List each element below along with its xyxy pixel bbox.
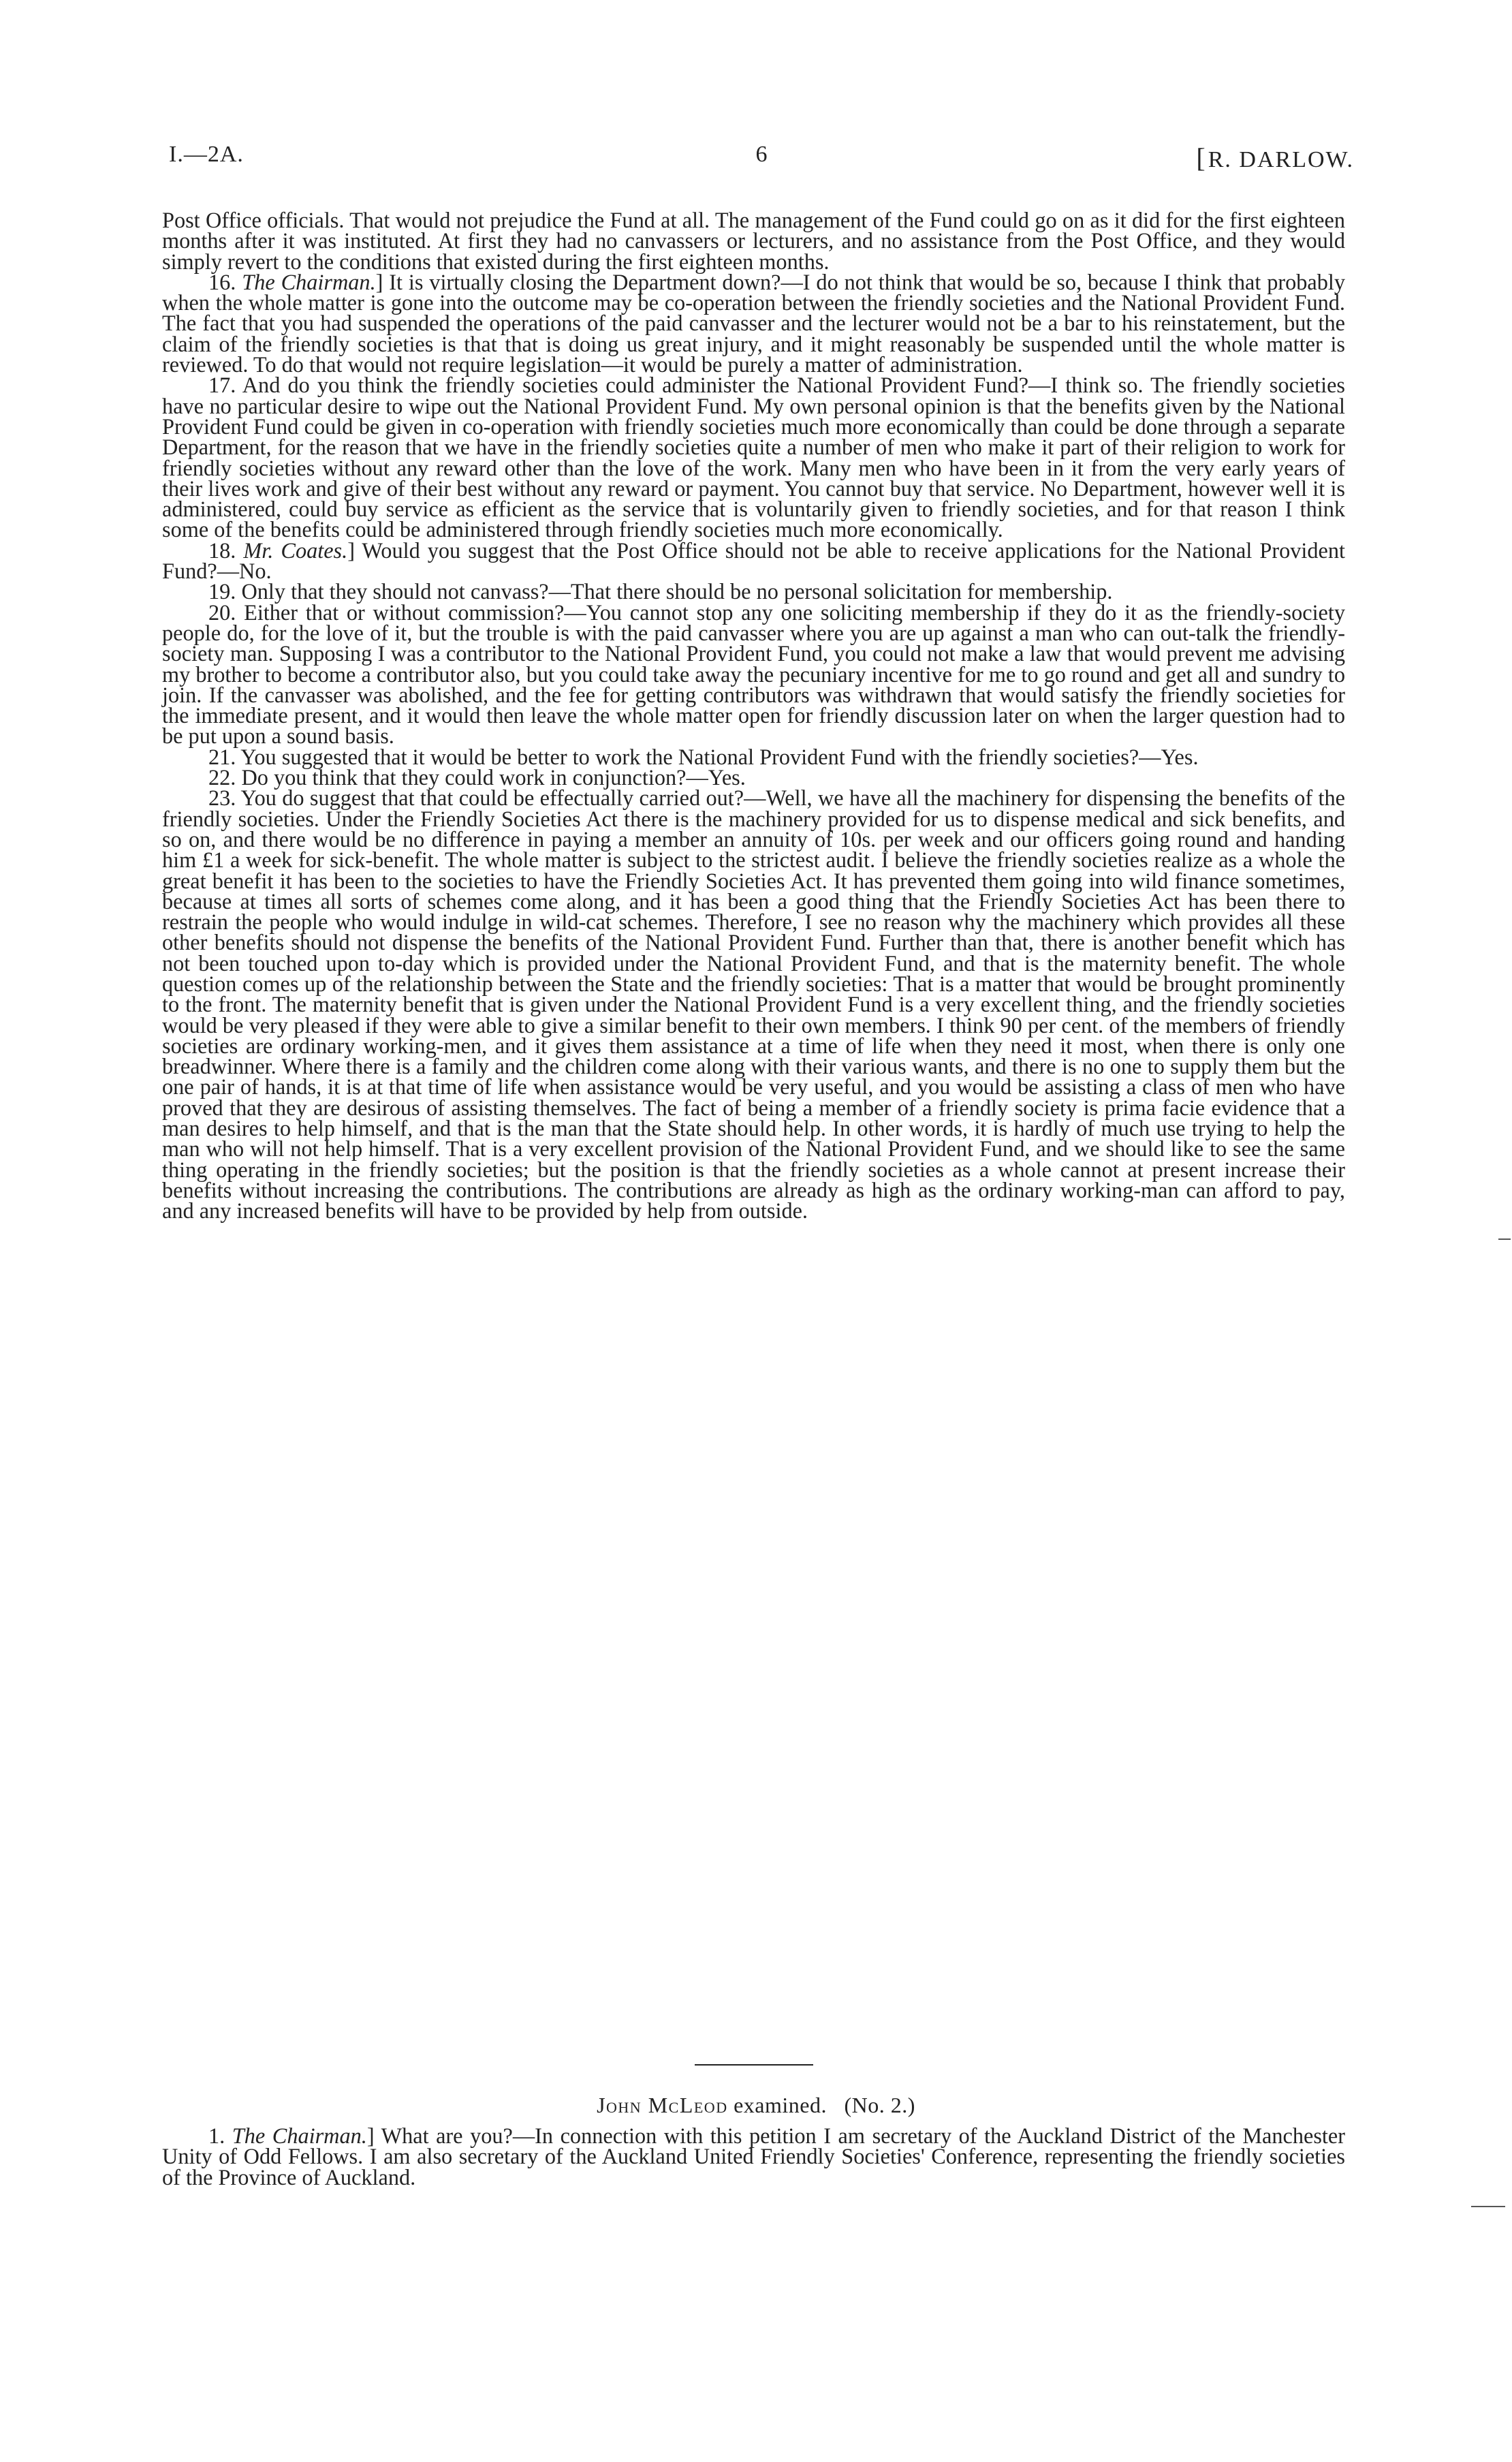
- bracket-glyph: [: [1196, 142, 1207, 173]
- question-text: You suggested that it would be better to work the National Provident Fund with the friendly societies?—Yes.: [240, 744, 1199, 769]
- question-text: Do you think that they could work in conjunction?—Yes.: [241, 765, 746, 790]
- question-17: [162, 375, 1345, 540]
- question-1: [162, 2123, 1345, 2190]
- margin-mark: [1498, 1238, 1511, 1240]
- question-22: [162, 767, 1345, 788]
- section-divider: [695, 2064, 813, 2066]
- witness-name-header: [1196, 142, 1354, 174]
- witness-name-text: R. DARLOW.: [1208, 147, 1354, 172]
- question-text: Only that they should not canvass?—That there should be no personal solicitation for membership.: [241, 579, 1113, 604]
- question-number: 21.: [208, 744, 236, 769]
- question-20: [162, 599, 1345, 749]
- question-number: 23.: [208, 785, 236, 811]
- testimony-body: [162, 208, 1345, 1224]
- question-text: You do suggest that that could be effectually carried out?—Well, we have all the machinery for dispensing the benefits of the friendly societies. Under the Friendly Societies Act there is the machinery provided for us to dispense medical and sick benefits, and so on, and there would be no difference in paying a member an annuity of 10s. per week and our officers going round and handing him £1 a week for sick-benefit. The whole matter is subject to the strictest audit. I believe the friendly societies realize as a whole the great benefit it has been to the societies to have the Friendly Societies Act. It has prevented them going into wild finance sometimes, because at times all sorts of schemes come along, and it has been a good thing that the Friendly Societies Act has been there to restrain the people who would indulge in wild-cat schemes. Therefore, I see no reason why the machinery which provides all these other benefits should not dispense the benefits of the National Provident Fund. Further than that, there is another benefit which has not been touched upon to-day which is provided under the National Provident Fund, and that is the maternity benefit. The whole question comes up of the relationship between the State and the friendly societies: That is a matter that would be brought prominently to the front. The maternity benefit that is given under the National Provident Fund is a very excellent thing, and the friendly societies would be very pleased if they were able to give a similar benefit to their own members. I think 90 per cent. of the members of friendly societies are ordinary working-men, and it gives them assistance at a time of life when they need it most, when there is only one breadwinner. Where there is a family and the children come along with their various wants, and there is no one to supply them but the one pair of hands, it is at that time of life when assistance would be very useful, and you would be assisting a class of men who have proved that they are desirous of assisting themselves. The fact of being a member of a friendly society is prima facie evidence that a man desires to help himself, and that is the man that the State should help. In other words, it is hardly of much use trying to help the man who will not help himself. That is a very excellent provision of the National Provident Fund, and we should like to see the same thing operating in the friendly societies; but the position is that the friendly societies as a whole cannot at present increase their benefits without increasing the contributions. The contributions are already as high as the ordinary working-man can afford to pay, and any increased benefits will have to be provided by help from outside.: [162, 785, 1345, 1224]
- opening-paragraph: Post Office officials. That would not prejudice the Fund at all. The management of the Fund could go on as it did for the first eighteen months after it was instituted. At first they had no canvassers or lecturers, and no assistance from the Post Office, and they would simply revert to the conditions that existed during the first eighteen months.: [162, 208, 1345, 274]
- question-text: ] Would you suggest that the Post Office should not be able to receive applications for the National Provident Fund?—No.: [162, 537, 1345, 584]
- question-text: ] What are you?—In connection with this petition I am secretary of the Auckland District of the Manchester Unity of Odd Fellows. I am also secretary of the Auckland United Friendly Societies' Conference, representing the friendly societies of the Province of Auckland.: [162, 2123, 1345, 2190]
- question-number: 18.: [208, 537, 236, 563]
- question-text: And do you think the friendly societies could administer the National Provident Fund?—I think so. The friendly societies have no particular desire to wipe out the National Provident Fund. My own personal opinion is that the benefits given by the National Provident Fund could be given in co-operation with friendly societies much more economically than could be done through a separate Department, for the reason that we have in the friendly societies quite a number of men who make it part of their religion to work for friendly societies without any reward other than the love of the work. Many men who have been in it from the very early years of their lives work and give of their best without any reward or payment. You cannot buy that service. No Department, however well it is administered, could buy service as efficient as the service that is voluntarily given to friendly societies, and for that reason I think some of the benefits could be administered through friendly societies much more economically.: [162, 373, 1345, 542]
- witness-name: John McLeod: [597, 2093, 728, 2117]
- question-23: [162, 785, 1345, 1224]
- witness-number: (No. 2.): [844, 2093, 915, 2117]
- question-number: 19.: [208, 579, 236, 604]
- speaker-name: The Chairman.: [242, 269, 376, 294]
- section-suffix: examined.: [734, 2093, 827, 2117]
- speaker-name: The Chairman.: [232, 2123, 367, 2148]
- question-18: [162, 537, 1345, 584]
- question-21: [162, 744, 1345, 769]
- page-header: [169, 142, 1354, 176]
- section-heading: [0, 2093, 1512, 2118]
- page-number: 6: [755, 142, 768, 167]
- question-number: 1.: [208, 2123, 225, 2148]
- question-number: 16.: [208, 269, 236, 294]
- question-19: [162, 581, 1345, 602]
- question-number: 17.: [208, 373, 236, 398]
- document-reference: I.—2A.: [169, 142, 244, 167]
- question-text: ] It is virtually closing the Department down?—I do not think that would be so, because I think that probably when the whole matter is gone into the outcome may be co-operation between the friendly societies and the National Provident Fund. The fact that you had suspended the operations of the paid canvasser and the lecturer would not be a bar to his reinstatement, but the claim of the friendly societies is that that is doing us great injury, and it might reasonably be suspended until the whole matter is reviewed. To do that would not require legislation—it would be purely a matter of administration.: [162, 269, 1345, 377]
- question-number: 22.: [208, 765, 236, 790]
- question-text: Either that or without commission?—You cannot stop any one soliciting membership if they do it as the friendly-society people do, for the love of it, but the trouble is with the paid canvasser where you are up against a man who can out-talk the friendly-society man. Supposing I was a contributor to the National Provident Fund, you could not make a law that would prevent me advising my brother to become a contributor also, but you could take away the pecuniary incentive for me to go round and get all and sundry to join. If the canvasser was abolished, and the fee for getting contributors was withdrawn that would satisfy the friendly societies for the immediate present, and it would then leave the whole matter open for friendly discussion later on when the larger question had to be put upon a sound basis.: [162, 599, 1345, 749]
- question-number: 20.: [208, 599, 236, 625]
- margin-mark: [1471, 2206, 1505, 2207]
- question-16: [162, 269, 1345, 377]
- speaker-name: Mr. Coates.: [243, 537, 348, 563]
- testimony-body-2: [162, 2123, 1345, 2190]
